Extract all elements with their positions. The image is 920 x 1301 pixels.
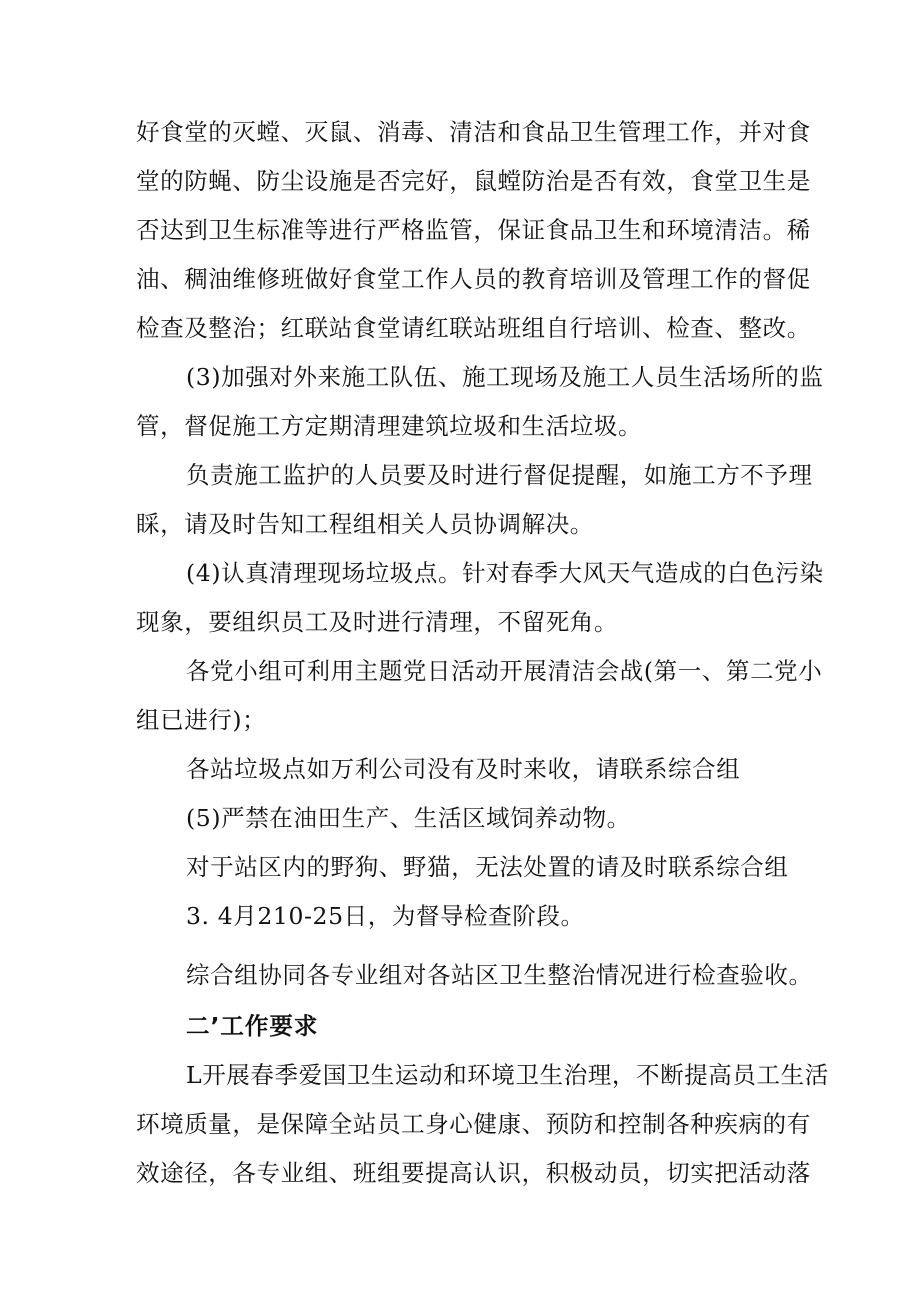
text-line-11: 现象，要组织员工及时进行清理，不留死角。 [136,608,618,636]
text-line-20: L开展春季爱国卫生运动和环境卫生治理，不断提高员工生活 [186,1061,829,1089]
text-line-4: 油、稠油维修班做好食堂工作人员的教育培训及管理工作的督促 [136,265,811,293]
text-line-10: (4)认真清理现场垃圾点。针对春季大风天气造成的白色污染 [186,559,824,587]
text-line-17: 3. 4月210-25日，为督导检查阶段。 [186,902,585,930]
text-line-21: 环境质量，是保障全站员工身心健康、预防和控制各种疾病的有 [136,1110,811,1138]
text-line-18: 综合组协同各专业组对各站区卫生整治情况进行检查验收。 [186,961,813,989]
text-line-15: (5)严禁在油田生产、生活区域饲养动物。 [186,804,631,832]
text-line-13: 组已进行)； [136,706,267,734]
text-line-22: 效途径，各专业组、班组要提高认识，积极动员，切实把活动落 [136,1159,811,1187]
text-line-7: 管，督促施工方定期清理建筑垃圾和生活垃圾。 [136,412,643,440]
text-line-6: (3)加强对外来施工队伍、施工现场及施工人员生活场所的监 [186,363,824,391]
text-line-9: 睬，请及时告知工程组相关人员协调解决。 [136,510,594,538]
text-line-8: 负责施工监护的人员要及时进行督促提醒，如施工方不予理 [186,461,813,489]
text-line-5: 检查及整治；红联站食堂请红联站班组自行培训、检查、整改。 [136,314,811,342]
section-heading: 二’工作要求 [186,1012,319,1040]
text-line-1: 好食堂的灭螳、灭鼠、消毒、清洁和食品卫生管理工作，并对食 [136,118,811,146]
text-line-12: 各党小组可利用主题党日活动开展清洁会战(第一、第二党小 [186,657,823,685]
text-line-3: 否达到卫生标准等进行严格监管，保证食品卫生和环境清洁。稀 [136,216,811,244]
text-line-16: 对于站区内的野狗、野猫，无法处置的请及时联系综合组 [186,853,789,881]
text-line-14: 各站垃圾点如万利公司没有及时来收，请联系综合组 [186,755,741,783]
text-line-2: 堂的防蝇、防尘设施是否完好，鼠螳防治是否有效，食堂卫生是 [136,167,811,195]
